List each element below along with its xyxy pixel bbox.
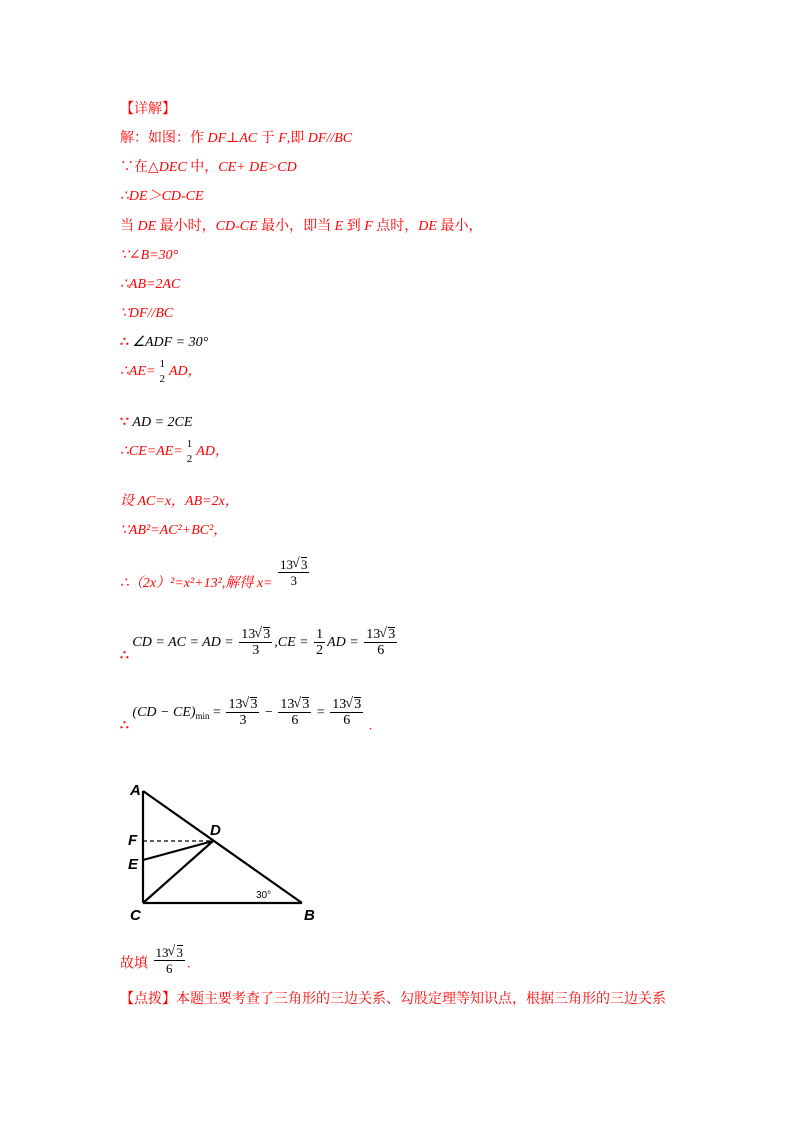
solution-line-11: ∴CE=AE= 1 2 AD，: [120, 438, 229, 465]
tip-line: 【点拨】本题主要考查了三角形的三边关系、勾股定理等知识点，根据三角形的三边关系: [120, 992, 666, 1007]
label-d: D: [210, 822, 221, 839]
label-f: F: [128, 832, 138, 849]
solution-line-16: ∴ $(CD - CE)_{min}$ = $\frac{13√ 3}{3}$ − $\frac{13√ 3}{6}$ = $\frac{13√ 3}{6}$ .: [120, 697, 372, 736]
solution-line-13: ∵AB²=AC²+BC²，: [120, 523, 228, 538]
solution-line-3: ∴DE＞CD-CE: [120, 189, 204, 204]
solution-line-4: 当 DE 最小时，CD-CE 最小，即当 E 到 F 点时，DE 最小，: [120, 219, 483, 234]
label-a: A: [130, 782, 141, 799]
solution-line-10: ∵ AD = 2CE: [120, 415, 193, 430]
solution-line-5: ∵∠B=30°: [120, 248, 179, 263]
label-e: E: [128, 856, 139, 873]
geometry-figure: [118, 775, 338, 925]
label-b: B: [304, 907, 315, 924]
answer-line: 故填 $\frac{13√ 3}{6}$ .: [120, 945, 191, 976]
solution-line-1: 解：如图：作 DF⊥AC 于 F,即 DF//BC: [120, 131, 353, 146]
solution-line-2: ∵在△DEC 中，CE+ DE>CD: [120, 160, 297, 175]
solution-line-14: ∴（2x）²=x²+13²,解得 x= $\frac{13√ 3}{3}$: [120, 557, 311, 593]
solution-line-8: ∴ ∠ADF = 30°: [120, 335, 209, 350]
label-c: C: [130, 907, 141, 924]
section-heading: 【详解】: [120, 102, 176, 117]
solution-line-12: 设 AC=x，AB=2x，: [120, 494, 239, 509]
label-angle-30: 30°: [256, 890, 272, 901]
solution-line-15: ∴ CD = AC = AD = $\frac{13√ 3}{3}$ ,CE = $\frac{1}{2}$ AD = $\frac{13√ 3}{6}$: [120, 627, 399, 666]
segment-ab: [143, 791, 302, 903]
solution-line-9: ∴AE= 1 2 AD，: [120, 358, 202, 385]
solution-line-7: ∵DF//BC: [120, 306, 174, 321]
solution-line-6: ∴AB=2AC: [120, 277, 181, 292]
